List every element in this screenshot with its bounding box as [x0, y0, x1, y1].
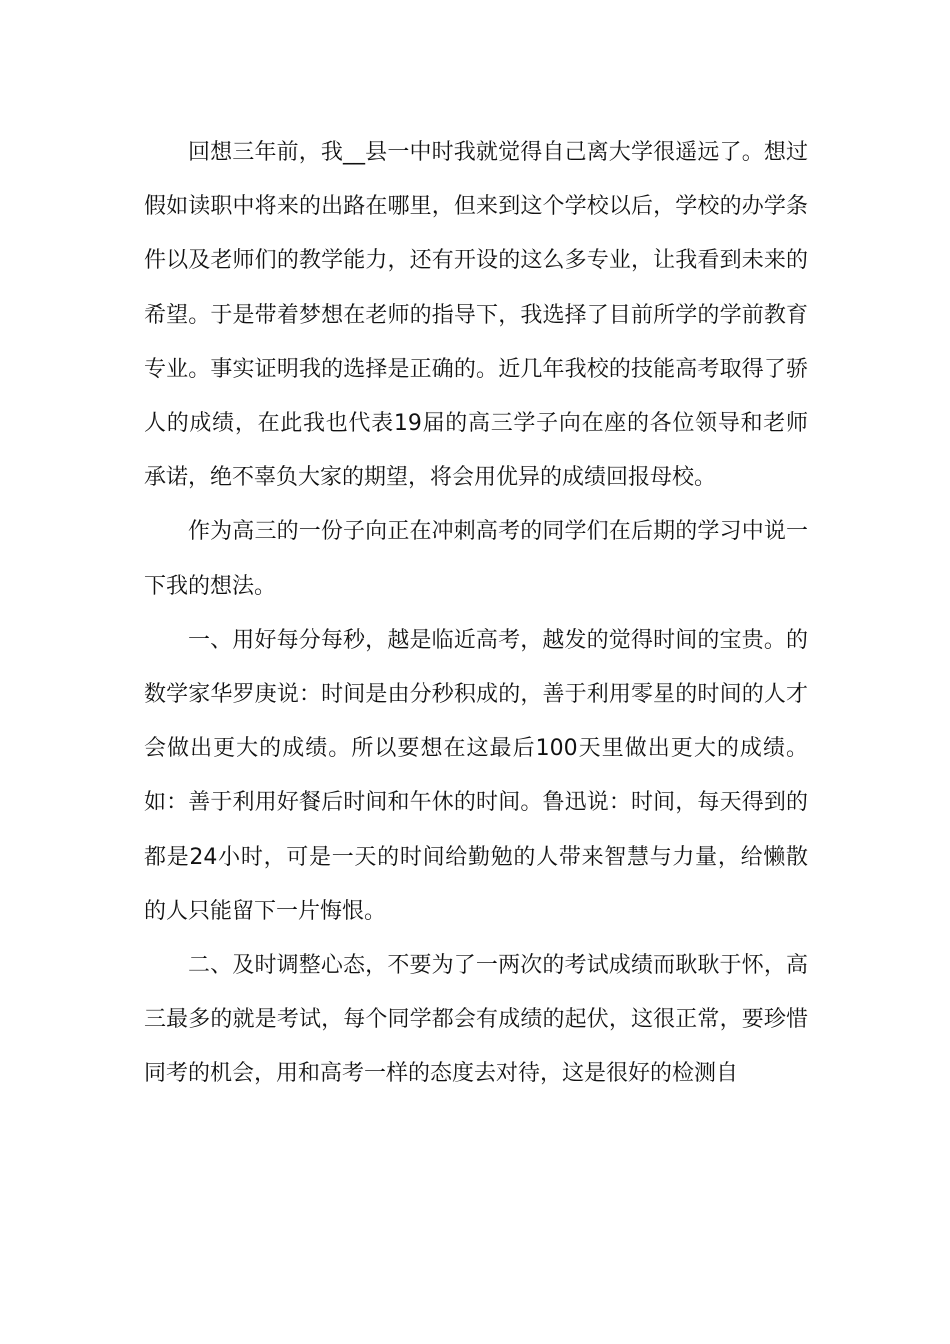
paragraph-text: 作为高三的一份子向正在冲刺高考的同学们在后期的学习中说一下我的想法。: [144, 519, 808, 599]
paragraph-text: 回想三年前，我__县一中时我就觉得自己离大学很遥远了。想过假如读职中将来的出路在哪里，但来到这个学校以后，学校的办学条件以及老师们的教学能力，还有开设的这么多专业，让我看到未来的希望。于是带着梦想在老师的指导下，我选择了目前所学的学前教育专业。事实证明我的选择是正确的。近几年我校的技能高考取得了骄人的成绩，在此我也代表19届的高三学子向在座的各位领导和老师承诺，绝不辜负大家的期望，将会用优异的成绩回报母校。: [144, 140, 808, 491]
paragraph-introduction: [144, 505, 808, 613]
paragraph-point-one: [144, 614, 808, 939]
paragraph-text: 一、用好每分每秒，越是临近高考，越发的觉得时间的宝贵。的数学家华罗庚说：时间是由分秒积成的，善于利用零星的时间的人才会做出更大的成绩。所以要想在这最后100天里做出更大的成绩。如：善于利用好餐后时间和午休的时间。鲁迅说：时间，每天得到的都是24小时，可是一天的时间给勤勉的人带来智慧与力量，给懒散的人只能留下一片悔恨。: [144, 627, 808, 924]
document-body: [144, 126, 808, 1102]
paragraph-recollection: [144, 126, 808, 505]
paragraph-point-two: [144, 939, 808, 1102]
paragraph-text: 二、及时调整心态，不要为了一两次的考试成绩而耿耿于怀，高三最多的就是考试，每个同学都会有成绩的起伏，这很正常，要珍惜同考的机会，用和高考一样的态度去对待，这是很好的检测自: [144, 953, 808, 1087]
